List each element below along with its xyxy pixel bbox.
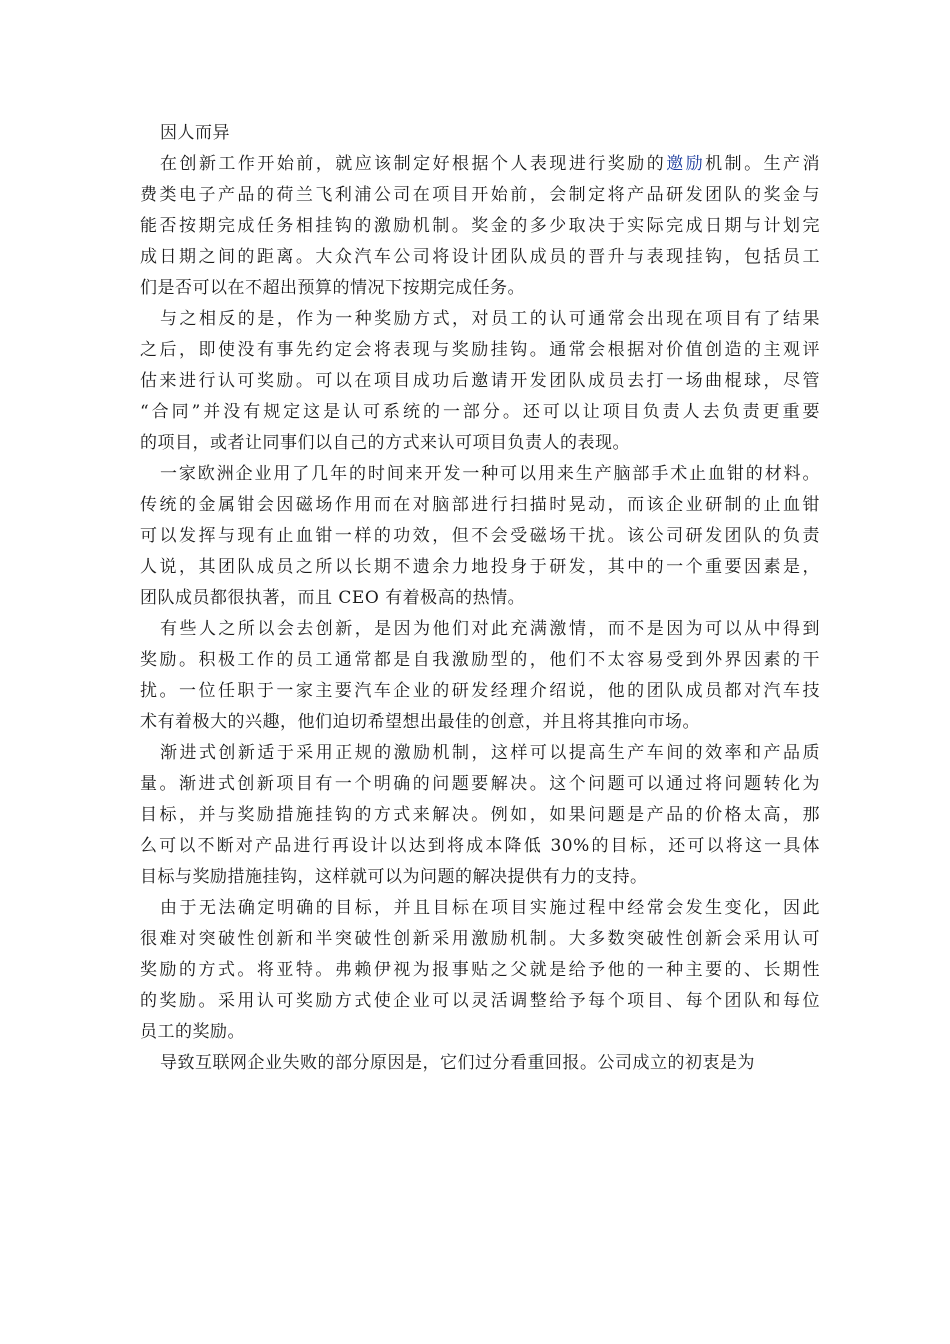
text-line bbox=[140, 614, 820, 645]
text-segment: 量。渐进式创新项目有一个明确的问题要解决。这个问题可以通过将问题转化为 bbox=[140, 774, 820, 794]
text-segment: 的奖励。采用认可奖励方式使企业可以灵活调整给予每个项目、每个团队和每位 bbox=[140, 991, 820, 1011]
text-line bbox=[140, 428, 820, 459]
text-segment: 渐进式创新适于采用正规的激励机制，这样可以提高生产车间的效率和产品质 bbox=[160, 743, 820, 763]
text-line bbox=[140, 211, 820, 242]
text-line bbox=[140, 893, 820, 924]
text-segment: 一家欧洲企业用了几年的时间来开发一种可以用来生产脑部手术止血钳的材料。 bbox=[160, 464, 820, 484]
text-line bbox=[140, 149, 820, 180]
inline-link[interactable]: 邀励 bbox=[666, 154, 706, 174]
text-segment: 术有着极大的兴趣，他们迫切希望想出最佳的创意，并且将其推向市场。 bbox=[140, 712, 700, 732]
text-segment: 由于无法确定明确的目标，并且目标在项目实施过程中经常会发生变化，因此 bbox=[160, 898, 820, 918]
text-line bbox=[140, 800, 820, 831]
text-line bbox=[140, 273, 820, 304]
text-line bbox=[140, 583, 820, 614]
text-segment: 目标，并与奖励措施挂钩的方式来解决。例如，如果问题是产品的价格太高，那 bbox=[140, 805, 820, 825]
paragraph bbox=[140, 304, 820, 459]
text-line bbox=[140, 955, 820, 986]
text-segment: 奖励。积极工作的员工通常都是自我激励型的，他们不太容易受到外界因素的干 bbox=[140, 650, 820, 670]
text-segment: 有些人之所以会去创新，是因为他们对此充满激情，而不是因为可以从中得到 bbox=[160, 619, 820, 639]
text-segment: 很难对突破性创新和半突破性创新采用激励机制。大多数突破性创新会采用认可 bbox=[140, 929, 820, 949]
text-line bbox=[140, 1017, 820, 1048]
text-segment: 能否按期完成任务相挂钩的激励机制。奖金的多少取决于实际完成日期与计划完 bbox=[140, 216, 820, 236]
text-segment: 目标与奖励措施挂钩，这样就可以为问题的解决提供有力的支持。 bbox=[140, 867, 648, 887]
text-segment: 么可以不断对产品进行再设计以达到将成本降低 30%的目标，还可以将这一具体 bbox=[140, 836, 820, 856]
text-segment: 团队成员都很执著，而且 CEO 有着极高的热情。 bbox=[140, 588, 526, 608]
text-line bbox=[140, 831, 820, 862]
text-segment: 员工的奖励。 bbox=[140, 1022, 245, 1042]
text-line bbox=[140, 304, 820, 335]
text-line bbox=[140, 769, 820, 800]
text-segment: 导致互联网企业失败的部分原因是，它们过分看重回报。公司成立的初衷是为 bbox=[160, 1053, 755, 1073]
text-segment: 机制。生产消 bbox=[705, 154, 821, 174]
paragraph bbox=[140, 893, 820, 1048]
text-segment: 们是否可以在不超出预算的情况下按期完成任务。 bbox=[140, 278, 525, 298]
text-segment: 的项目，或者让同事们以自己的方式来认可项目负责人的表现。 bbox=[140, 433, 630, 453]
paragraph-container bbox=[140, 149, 820, 1079]
text-segment: 估来进行认可奖励。可以在项目成功后邀请开发团队成员去打一场曲棍球，尽管 bbox=[140, 371, 820, 391]
text-line bbox=[140, 986, 820, 1017]
section-heading: 因人而异 bbox=[160, 123, 230, 143]
paragraph bbox=[140, 738, 820, 893]
text-line bbox=[140, 924, 820, 955]
text-line bbox=[140, 490, 820, 521]
text-line bbox=[140, 738, 820, 769]
paragraph bbox=[140, 1048, 820, 1079]
text-line bbox=[140, 180, 820, 211]
document-page bbox=[140, 118, 820, 1079]
text-segment: 人说，其团队成员之所以长期不遗余力地投身于研发，其中的一个重要因素是， bbox=[140, 557, 820, 577]
text-segment: 与之相反的是，作为一种奖励方式，对员工的认可通常会出现在项目有了结果 bbox=[160, 309, 820, 329]
text-line bbox=[140, 645, 820, 676]
text-segment: “合同”并没有规定这是认可系统的一部分。还可以让项目负责人去负责更重要 bbox=[140, 402, 820, 422]
text-line bbox=[140, 521, 820, 552]
text-segment: 扰。一位任职于一家主要汽车企业的研发经理介绍说，他的团队成员都对汽车技 bbox=[140, 681, 820, 701]
paragraph bbox=[140, 149, 820, 304]
text-line bbox=[140, 459, 820, 490]
paragraph bbox=[140, 459, 820, 614]
text-segment: 传统的金属钳会因磁场作用而在对脑部进行扫描时晃动，而该企业研制的止血钳 bbox=[140, 495, 820, 515]
text-segment: 之后，即使没有事先约定会将表现与奖励挂钩。通常会根据对价值创造的主观评 bbox=[140, 340, 820, 360]
text-line bbox=[140, 397, 820, 428]
text-segment: 成日期之间的距离。大众汽车公司将设计团队成员的晋升与表现挂钩，包括员工 bbox=[140, 247, 820, 267]
text-segment: 奖励的方式。将亚特。弗赖伊视为报事贴之父就是给予他的一种主要的、长期性 bbox=[140, 960, 820, 980]
text-line bbox=[140, 366, 820, 397]
text-line bbox=[140, 242, 820, 273]
text-line bbox=[140, 676, 820, 707]
paragraph bbox=[140, 614, 820, 738]
text-line bbox=[140, 552, 820, 583]
text-line bbox=[140, 1048, 820, 1079]
text-segment: 费类电子产品的荷兰飞利浦公司在项目开始前，会制定将产品研发团队的奖金与 bbox=[140, 185, 820, 205]
text-line bbox=[140, 707, 820, 738]
text-segment: 在创新工作开始前，就应该制定好根据个人表现进行奖励的 bbox=[160, 154, 667, 174]
text-line bbox=[140, 335, 820, 366]
text-line bbox=[140, 862, 820, 893]
text-segment: 可以发挥与现有止血钳一样的功效，但不会受磁场干扰。该公司研发团队的负责 bbox=[140, 526, 820, 546]
